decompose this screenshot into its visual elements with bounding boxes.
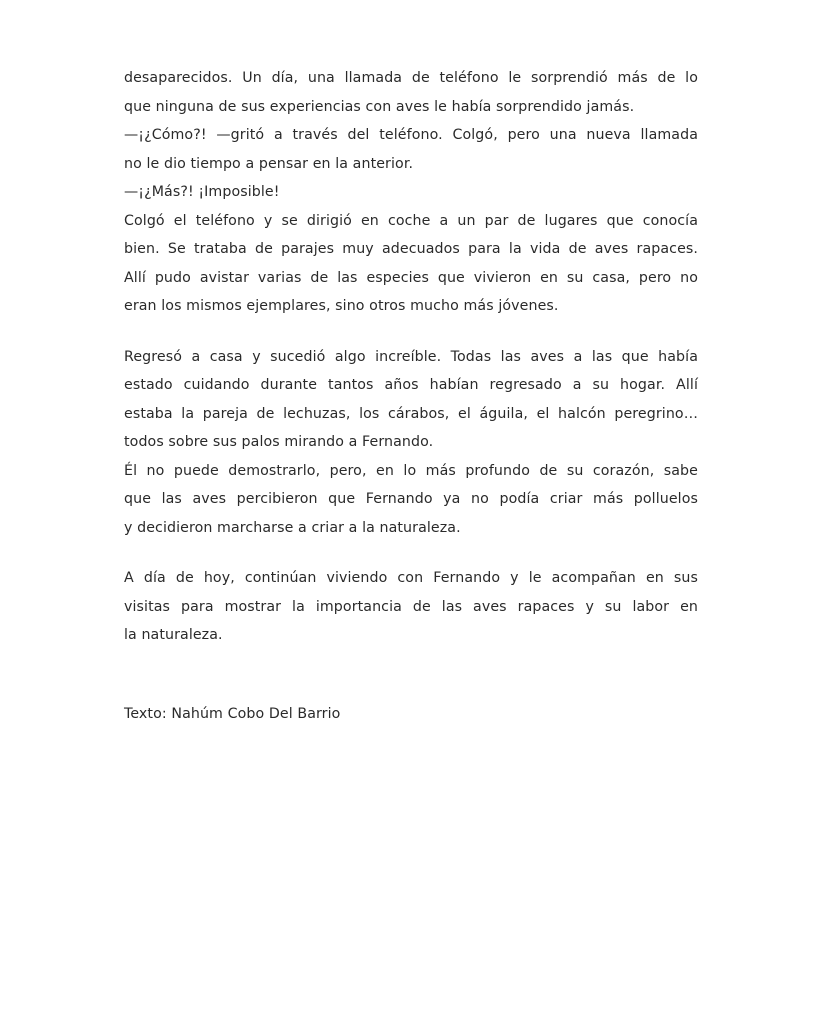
text-line: la naturaleza. xyxy=(124,627,223,643)
paragraph-1 xyxy=(124,64,698,321)
text-line: estado cuidando durante tantos años habían regresado a su hogar. Allí xyxy=(124,377,698,393)
text-line: Regresó a casa y sucedió algo increíble. Todas las aves a las que había xyxy=(124,348,698,365)
text-line: todos sobre sus palos mirando a Fernando. xyxy=(124,434,434,450)
text-line: Allí pudo avistar varias de las especies que vivieron en su casa, pero no xyxy=(124,269,698,286)
story-text xyxy=(124,64,698,728)
text-line: A día de hoy, continúan viviendo con Fernando y le acompañan en sus xyxy=(124,570,698,586)
text-line: y decidieron marcharse a criar a la naturaleza. xyxy=(124,519,461,536)
text-line: que las aves percibieron que Fernando ya no podía criar más polluelos xyxy=(124,491,698,507)
text-line: visitas para mostrar la importancia de las aves rapaces y su labor en xyxy=(124,598,698,615)
paragraph-spacer xyxy=(124,321,698,343)
paragraph-3 xyxy=(124,564,698,650)
author-credit: Texto: Nahúm Cobo Del Barrio xyxy=(124,705,341,722)
text-line: que ninguna de sus experiencias con aves le había sorprendido jamás. xyxy=(124,98,635,115)
text-line: desaparecidos. Un día, una llamada de teléfono le sorprendió más de lo xyxy=(124,70,698,86)
paragraph-2 xyxy=(124,343,698,543)
text-line: —¡¿Cómo?! —gritó a través del teléfono. Colgó, pero una nueva llamada xyxy=(124,127,698,143)
text-line: bien. Se trataba de parajes muy adecuados para la vida de aves rapaces. xyxy=(124,241,698,257)
text-line: estaba la pareja de lechuzas, los cárabos, el águila, el halcón peregrino… xyxy=(124,405,698,422)
text-line: no le dio tiempo a pensar en la anterior. xyxy=(124,155,414,172)
text-line: —¡¿Más?! ¡Imposible! xyxy=(124,184,280,200)
text-line: Colgó el teléfono y se dirigió en coche a un par de lugares que conocía xyxy=(124,212,698,229)
paragraph-spacer xyxy=(124,650,698,700)
paragraph-spacer xyxy=(124,542,698,564)
text-line: Él no puede demostrarlo, pero, en lo más profundo de su corazón, sabe xyxy=(124,462,698,479)
text-line: eran los mismos ejemplares, sino otros mucho más jóvenes. xyxy=(124,298,559,314)
